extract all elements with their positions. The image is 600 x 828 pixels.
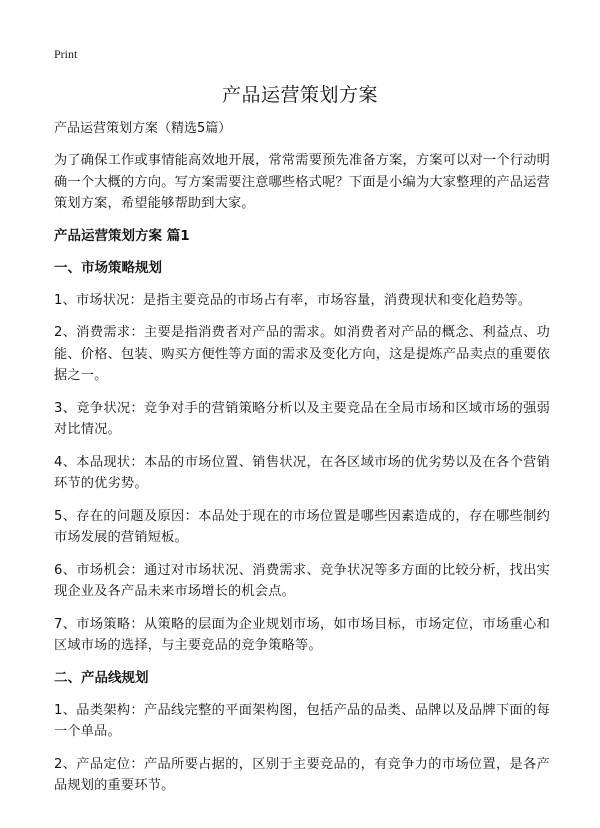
document-body <box>54 119 550 808</box>
document-subtitle: 产品运营策划方案（精选5篇） <box>54 121 232 136</box>
list-item: 3、竞争状况：竞争对手的营销策略分析以及主要竞品在全局市场和区域市场的强弱对比情况。 <box>54 400 550 437</box>
article-heading: 产品运营策划方案 篇1 <box>54 227 190 244</box>
list-item: 2、消费需求：主要是指消费者对产品的需求。如消费者对产品的概念、利益点、功能、价格、包装、购买方便性等方面的需求及变化方向，这是提炼产品卖点的重要依据之一。 <box>54 325 550 383</box>
list-item: 4、本品现状：本品的市场位置、销售状况，在各区域市场的优劣势以及在各个营销环节的优劣势。 <box>54 454 550 491</box>
list-item: 6、市场机会：通过对市场状况、消费需求、竞争状况等多方面的比较分析，找出实现企业及各产品未来市场增长的机会点。 <box>54 562 550 599</box>
list-item: 2、产品定位：产品所要占据的，区别于主要竞品的，有竞争力的市场位置，是各产品规划的重要环节。 <box>54 756 550 793</box>
intro-paragraph: 为了确保工作或事情能高效地开展，常常需要预先准备方案，方案可以对一个行动明确一个大概的方向。写方案需要注意哪些格式呢？下面是小编为大家整理的产品运营策划方案，希望能够帮助到大家。 <box>54 153 550 211</box>
list-item: 1、品类架构：产品线完整的平面架构图，包括产品的品类、品牌以及品牌下面的每一个单品。 <box>54 702 550 739</box>
list-item: 1、市场状况：是指主要竞品的市场占有率，市场容量，消费现状和变化趋势等。 <box>54 292 532 308</box>
list-item: 5、存在的问题及原因：本品处于现在的市场位置是哪些因素造成的，存在哪些制约市场发展的营销短板。 <box>54 508 550 545</box>
print-link[interactable]: Print <box>54 47 78 61</box>
section-heading-product-line: 二、产品线规划 <box>54 669 149 686</box>
list-item: 7、市场策略：从策略的层面为企业规划市场，如市场目标，市场定位，市场重心和区域市场的选择，与主要竞品的竞争策略等。 <box>54 616 550 653</box>
page-title: 产品运营策划方案 <box>221 84 378 106</box>
section-heading-market-strategy: 一、市场策略规划 <box>54 259 162 276</box>
